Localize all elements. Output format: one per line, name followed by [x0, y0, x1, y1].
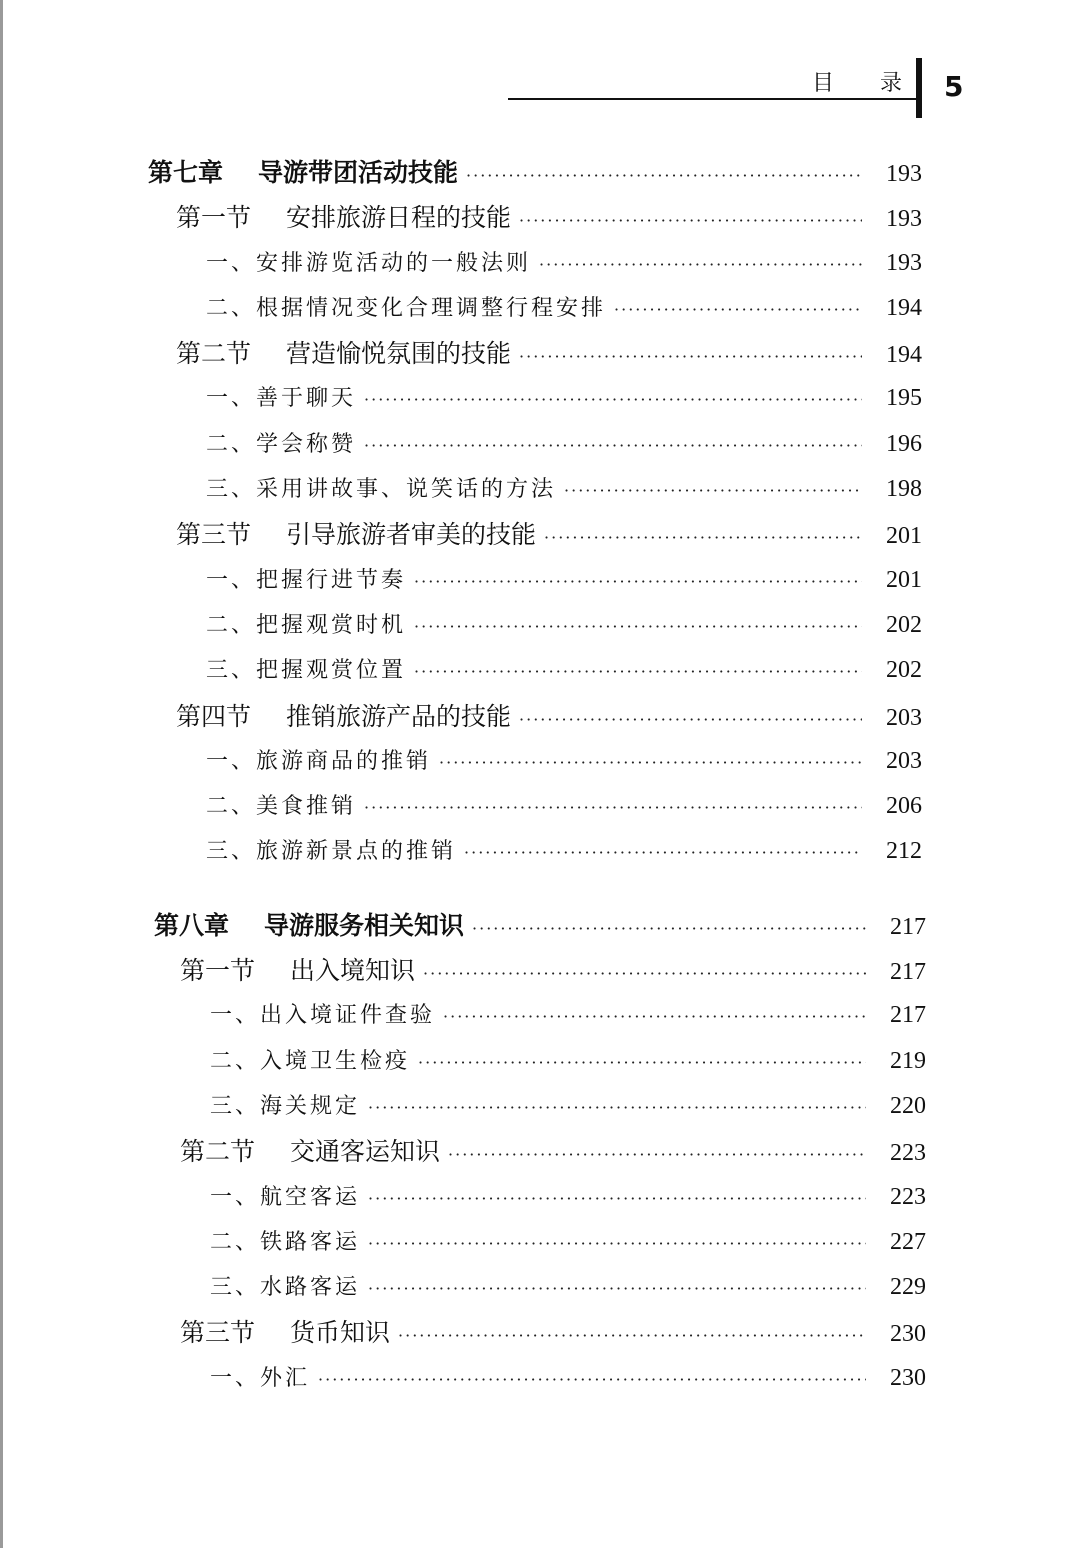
chapter-title: 导游服务相关知识: [264, 910, 465, 940]
item-entry[interactable]: [0, 467, 1080, 512]
item-label: 三、海关规定: [210, 1093, 361, 1119]
section-entry[interactable]: [0, 331, 1080, 376]
item-label: 二、铁路客运: [210, 1229, 361, 1255]
section-label: [176, 512, 536, 557]
section-number: 第三节: [176, 520, 252, 550]
leader-dots: [519, 198, 862, 243]
chapter-block: [0, 903, 1080, 1401]
leader-dots: [443, 994, 866, 1039]
section-label: [180, 1129, 440, 1174]
section-entry[interactable]: [0, 694, 1080, 739]
page-ref: 219: [890, 1047, 926, 1074]
item-label: 一、旅游商品的推销: [206, 748, 432, 774]
leader-dots: [544, 515, 862, 560]
page-ref: 212: [886, 838, 922, 865]
leader-dots: [614, 287, 862, 332]
page-ref: 217: [890, 1002, 926, 1029]
section-title: 引导旅游者审美的技能: [286, 520, 537, 550]
section-title: 安排旅游日程的技能: [286, 203, 512, 233]
page-ref: 203: [886, 747, 922, 774]
leader-dots: [564, 468, 862, 513]
leader-dots: [448, 1132, 866, 1177]
leader-dots: [414, 559, 862, 604]
chapter-block: [0, 150, 1080, 875]
section-title: 推销旅游产品的技能: [286, 701, 512, 731]
table-of-contents: [0, 150, 1080, 1429]
item-label: 一、出入境证件查验: [210, 1003, 436, 1029]
header-bar: [916, 58, 922, 118]
item-entry[interactable]: [0, 1084, 1080, 1129]
page-ref: 227: [890, 1228, 926, 1255]
page-ref: 194: [886, 294, 922, 321]
header-label-mu: 目: [812, 71, 835, 96]
item-entry[interactable]: [0, 784, 1080, 829]
item-entry[interactable]: [0, 558, 1080, 603]
chapter-label: [154, 903, 464, 948]
leader-dots: [519, 334, 862, 379]
page-ref: 194: [886, 342, 922, 369]
leader-dots: [414, 649, 862, 694]
item-label: 一、善于聊天: [206, 386, 357, 412]
page-ref: 195: [886, 385, 922, 412]
item-label: 二、美食推销: [206, 794, 357, 820]
leader-dots: [318, 1357, 866, 1402]
item-entry[interactable]: [0, 376, 1080, 421]
leader-dots: [439, 740, 862, 785]
leader-dots: [464, 830, 862, 875]
chapter-number: 第八章: [154, 910, 230, 940]
item-entry[interactable]: [0, 1265, 1080, 1310]
chapter-entry[interactable]: [0, 150, 1080, 195]
section-number: 第三节: [180, 1318, 256, 1348]
item-label: 二、入境卫生检疫: [210, 1048, 411, 1074]
leader-dots: [423, 951, 866, 996]
item-entry[interactable]: [0, 1039, 1080, 1084]
page-ref: 201: [886, 566, 922, 593]
page-ref: 217: [890, 959, 926, 986]
page-ref: 220: [890, 1092, 926, 1119]
item-entry[interactable]: [0, 739, 1080, 784]
item-label: 二、学会称赞: [206, 431, 357, 457]
leader-dots: [364, 377, 862, 422]
item-label: 三、水路客运: [210, 1275, 361, 1301]
section-label: [176, 195, 511, 240]
page-ref: 193: [886, 161, 922, 187]
page-ref: 230: [890, 1364, 926, 1391]
chapter-number: 第七章: [148, 158, 224, 187]
leader-dots: [368, 1176, 866, 1221]
page-number: 5: [944, 70, 964, 103]
leader-dots: [364, 785, 862, 830]
page-ref: 201: [886, 523, 922, 550]
item-entry[interactable]: [0, 422, 1080, 467]
leader-dots: [466, 153, 862, 198]
section-entry[interactable]: [0, 1129, 1080, 1174]
item-entry[interactable]: [0, 286, 1080, 331]
leader-dots: [368, 1085, 866, 1130]
section-title: 出入境知识: [290, 956, 416, 986]
item-entry[interactable]: [0, 648, 1080, 693]
item-label: 三、旅游新景点的推销: [206, 839, 457, 865]
item-entry[interactable]: [0, 829, 1080, 874]
page-ref: 230: [890, 1321, 926, 1348]
leader-dots: [398, 1313, 866, 1358]
section-label: [176, 694, 511, 739]
item-entry[interactable]: [0, 1356, 1080, 1401]
chapter-entry[interactable]: [0, 903, 1080, 948]
item-label: 一、外汇: [210, 1365, 311, 1391]
section-entry[interactable]: [0, 1310, 1080, 1355]
header-label-lu: 录: [880, 71, 903, 96]
leader-dots: [418, 1040, 866, 1085]
page-ref: 198: [886, 476, 922, 503]
item-label: 三、把握观赏位置: [206, 658, 407, 684]
page-ref: 206: [886, 793, 922, 820]
section-title: 交通客运知识: [290, 1137, 441, 1167]
section-title: 营造愉悦氛围的技能: [286, 339, 512, 369]
section-number: 第一节: [180, 956, 256, 986]
section-label: [180, 1310, 390, 1355]
page-ref: 193: [886, 249, 922, 276]
leader-dots: [472, 906, 866, 951]
leader-dots: [539, 242, 862, 287]
page-ref: 223: [890, 1183, 926, 1210]
item-label: 二、根据情况变化合理调整行程安排: [206, 295, 607, 321]
item-entry[interactable]: [0, 1175, 1080, 1220]
section-label: [180, 948, 415, 993]
section-entry[interactable]: [0, 512, 1080, 557]
page-ref: 229: [890, 1274, 926, 1301]
leader-dots: [368, 1221, 866, 1266]
item-label: 一、安排游览活动的一般法则: [206, 250, 532, 276]
leader-dots: [368, 1266, 866, 1311]
page-ref: 217: [890, 913, 926, 940]
item-label: 二、把握观赏时机: [206, 612, 407, 638]
header-rule: [508, 98, 920, 100]
section-title: 货币知识: [290, 1318, 391, 1348]
section-number: 第二节: [180, 1137, 256, 1167]
page-ref: 202: [886, 611, 922, 638]
page-ref: 202: [886, 657, 922, 684]
leader-dots: [519, 697, 862, 742]
page-ref: 196: [886, 430, 922, 457]
page-ref: 203: [886, 704, 922, 731]
section-number: 第二节: [176, 339, 252, 369]
page-header: [0, 0, 1080, 130]
section-entry[interactable]: [0, 948, 1080, 993]
page-ref: 223: [890, 1140, 926, 1167]
item-label: 三、采用讲故事、说笑话的方法: [206, 477, 557, 503]
section-label: [176, 331, 511, 376]
item-entry[interactable]: [0, 1220, 1080, 1265]
item-entry[interactable]: [0, 603, 1080, 648]
chapter-label: [148, 150, 458, 195]
item-entry[interactable]: [0, 241, 1080, 286]
section-number: 第一节: [176, 203, 252, 233]
item-label: 一、航空客运: [210, 1184, 361, 1210]
chapter-title: 导游带团活动技能: [258, 158, 459, 187]
leader-dots: [364, 423, 862, 468]
item-label: 一、把握行进节奏: [206, 567, 407, 593]
item-entry[interactable]: [0, 993, 1080, 1038]
leader-dots: [414, 604, 862, 649]
section-entry[interactable]: [0, 195, 1080, 240]
section-number: 第四节: [176, 701, 252, 731]
page-ref: 193: [886, 206, 922, 233]
